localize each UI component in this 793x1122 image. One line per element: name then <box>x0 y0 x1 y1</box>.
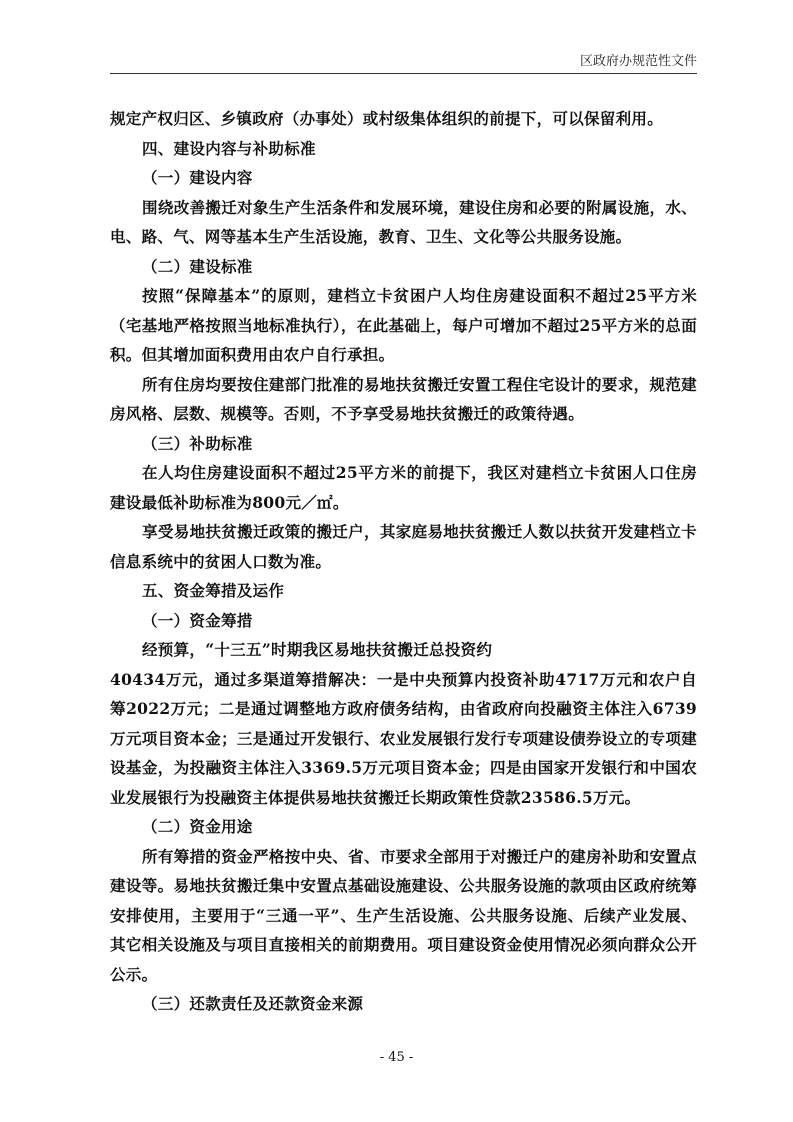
subheading-fund-use: （二）资金用途 <box>142 817 253 836</box>
paragraph-continuation: 规定产权归区、乡镇政府（办事处）或村级集体组织的前提下，可以保留利用。 <box>110 109 664 128</box>
document-body <box>110 104 697 1019</box>
paragraph-construction-standard: 按照“保障基本”的原则，建档立卡贫困户人均住房建设面积不超过25平方米（宅基地严格按照当地标准执行），在此基础上，每户可增加不超过25平方米的总面积。但其增加面积费用由农户自行承担。 <box>110 286 697 364</box>
paragraph-subsidy-standard: 在人均住房建设面积不超过25平方米的前提下，我区对建档立卡贫困人口住房建设最低补助标准为800元／㎡。 <box>110 463 697 512</box>
paragraph-construction-content: 围绕改善搬迁对象生产生活条件和发展环境，建设住房和必要的附属设施，水、电、路、气、网等基本生产生活设施，教育、卫生、文化等公共服务设施。 <box>110 197 697 246</box>
subheading-construction-content: （一）建设内容 <box>142 168 253 187</box>
document-header-label: 区政府办规范性文件 <box>579 54 697 69</box>
subheading-fund-raising: （一）资金筹措 <box>142 610 253 630</box>
section-heading-5: 五、资金筹措及运作 <box>142 581 285 600</box>
paragraph-fund-use: 所有筹措的资金严格按中央、省、市要求全部用于对搬迁户的建房补助和安置点建设等。易地扶贫搬迁集中安置点基础设施建设、公共服务设施的款项由区政府统筹安排使用，主要用于“三通一平”、生产生活设施、公共服务设施、后续产业发展、其它相关设施及与项目直接相关的前期费用。项目建设资金使用情况必须向群众公开公示。 <box>110 846 697 984</box>
paragraph-housing-requirements: 所有住房均要按住建部门批准的易地扶贫搬迁安置工程住宅设计的要求，规范建房风格、层数、规模等。否则，不予享受易地扶贫搬迁的政策待遇。 <box>110 374 697 423</box>
paragraph-fund-sources: 40434万元，通过多渠道筹措解决：一是中央预算内投资补助4717万元和农户自筹2022万元；二是通过调整地方政府债务结构，由省政府向投融资主体注入6739万元项目资本金；三是通过开发银行、农业发展银行发行专项建设债券设立的专项建设基金，为投融资主体注入3369.5万元项目资本金；四是由国家开发银行和中国农业发展银行为投融资主体提供易地扶贫搬迁长期政策性贷款23586.5万元。 <box>110 669 697 807</box>
subheading-construction-standard: （二）建设标准 <box>142 256 253 276</box>
section-heading-4: 四、建设内容与补助标准 <box>142 138 316 158</box>
subheading-repayment: （三）还款责任及还款资金来源 <box>142 994 364 1013</box>
page-number: - 45 - <box>379 1050 414 1065</box>
paragraph-budget-intro: 经预算，“十三五”时期我区易地扶贫搬迁总投资约 <box>142 640 493 659</box>
paragraph-relocation-count: 享受易地扶贫搬迁政策的搬迁户，其家庭易地扶贫搬迁人数以扶贫开发建档立卡信息系统中的贫困人口数为准。 <box>110 522 697 571</box>
subheading-subsidy-standard: （三）补助标准 <box>142 433 253 453</box>
header-divider <box>110 73 697 74</box>
